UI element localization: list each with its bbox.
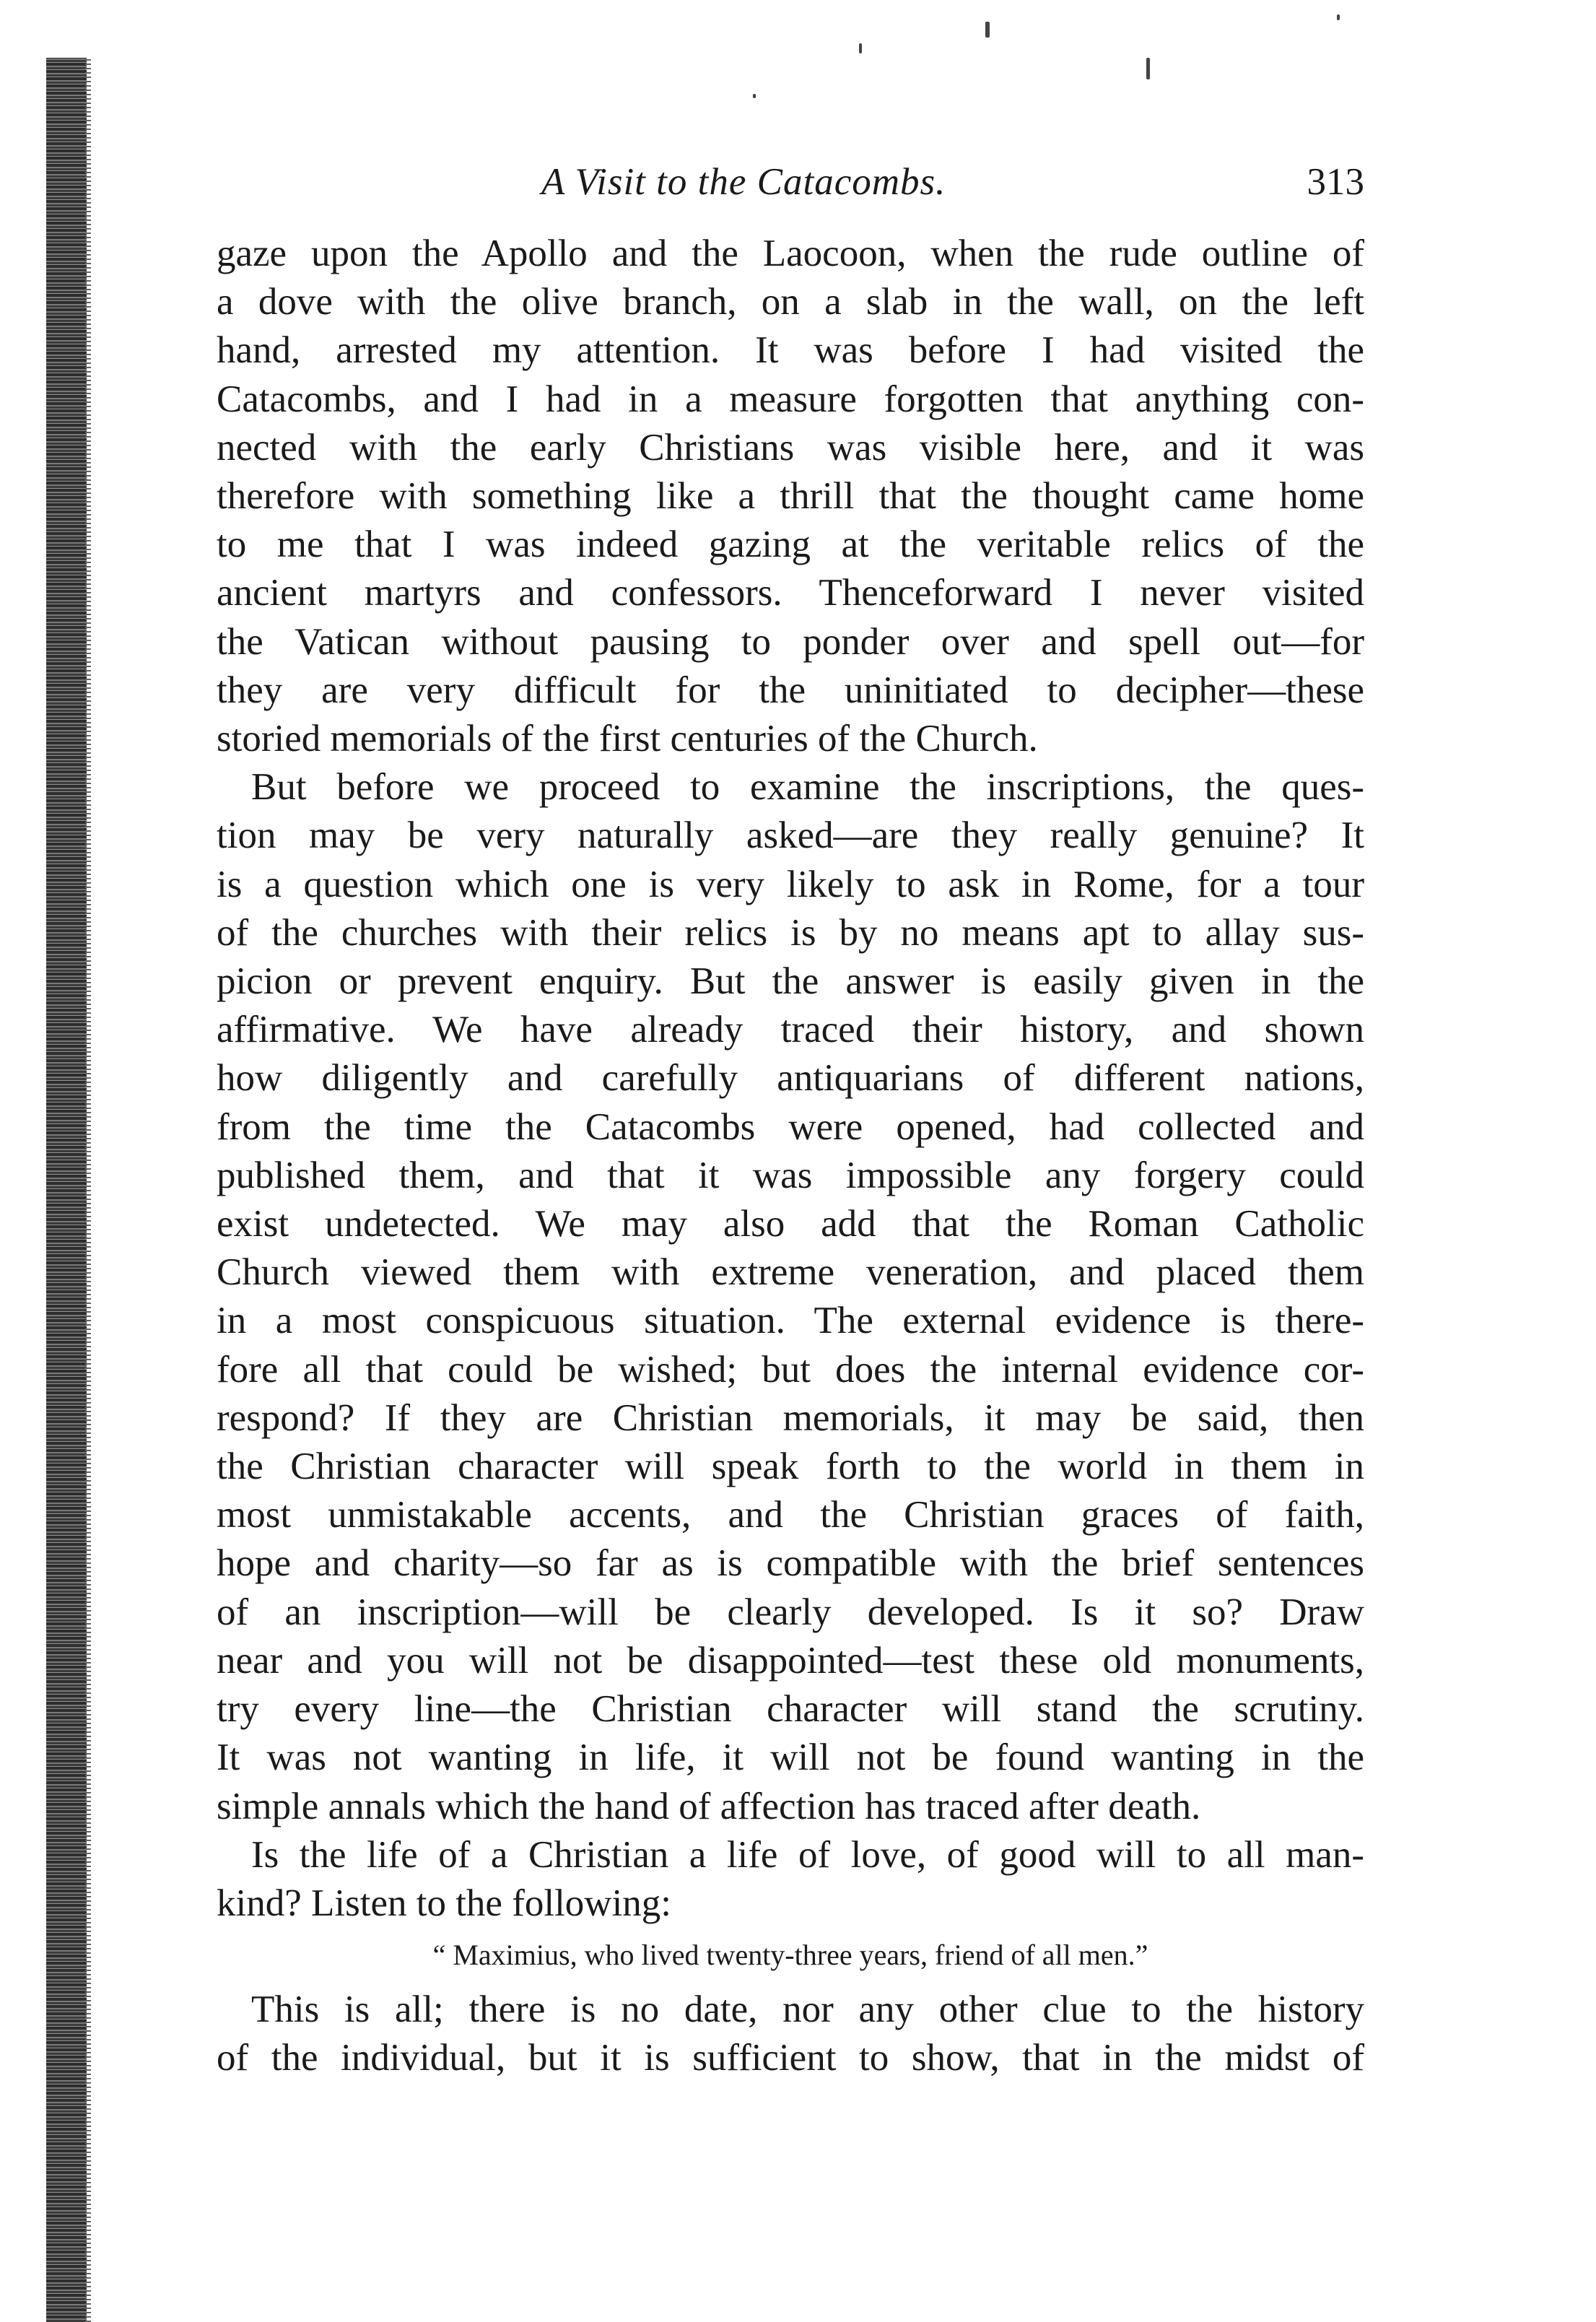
text-line: the Vatican without pausing to ponder over and spell out—for [217,620,1364,663]
paragraph-1 [217,230,1364,763]
text-line: therefore with something like a thrill that the thought came home [217,475,1364,518]
text-line: storied memorials of the first centuries of the Church. [217,718,1038,760]
text-line: ancient martyrs and confessors. Thenceforward I never visited [217,572,1364,614]
text-line: from the time the Catacombs were opened, had collected and [217,1105,1364,1148]
text-line: of the individual, but it is sufficient to show, that in the midst of [217,2037,1364,2079]
page-number: 313 [1307,161,1364,203]
text-line: published them, and that it was impossible any forgery could [217,1154,1364,1196]
paragraph-3 [217,1831,1364,1928]
epitaph-quotation: “ Maximius, who lived twenty-three years, friend of all men.” [432,1939,1148,1972]
text-line: how diligently and carefully antiquarians of different nations, [217,1057,1364,1100]
text-line: Church viewed them with extreme veneration, and placed them [217,1251,1364,1294]
running-title: A Visit to the Catacombs. [541,161,946,203]
text-line: fore all that could be wished; but does the internal evidence cor- [217,1348,1364,1391]
running-head [217,144,1364,209]
paragraph-2 [217,763,1364,1830]
text-line: in a most conspicuous situation. The external evidence is there- [217,1300,1364,1342]
paragraph-4 [217,1986,1364,2082]
text-line: gaze upon the Apollo and the Laocoon, when the rude outline of [217,232,1364,274]
text-line: most unmistakable accents, and the Christian graces of faith, [217,1494,1364,1536]
text-line: is a question which one is very likely to ask in Rome, for a tour [217,863,1364,905]
text-line: Catacombs, and I had in a measure forgotten that anything con- [217,378,1364,420]
book-page [217,144,1364,2083]
text-line: picion or prevent enquiry. But the answer is easily given in the [217,960,1364,1003]
text-line: kind? Listen to the following: [217,1882,672,1924]
text-line: respond? If they are Christian memorials, it may be said, then [217,1396,1364,1439]
text-line: nected with the early Christians was visible here, and it was [217,426,1364,469]
text-line: simple annals which the hand of affection has traced after death. [217,1785,1201,1827]
text-line: It was not wanting in life, it will not be found wanting in the [217,1736,1364,1779]
book-binding-edge [46,58,87,2322]
text-line: hope and charity—so far as is compatible with the brief sentences [217,1542,1364,1585]
text-line: of an inscription—will be clearly developed. Is it so? Draw [217,1591,1364,1633]
text-line: near and you will not be disappointed—test these old monuments, [217,1639,1364,1682]
text-line: try every line—the Christian character will stand the scrutiny. [217,1688,1364,1731]
text-line: But before we proceed to examine the inscriptions, the ques- [251,766,1364,809]
text-line: of the churches with their relics is by no means apt to allay sus- [217,911,1364,954]
text-line: tion may be very naturally asked—are they really genuine? It [217,814,1364,857]
text-line: the Christian character will speak forth to the world in them in [217,1445,1364,1488]
text-line: exist undetected. We may also add that the Roman Catholic [217,1203,1364,1245]
text-line: affirmative. We have already traced their history, and shown [217,1009,1364,1051]
text-line: Is the life of a Christian a life of love, of good will to all man- [251,1833,1364,1876]
text-line: a dove with the olive branch, on a slab in the wall, on the left [217,281,1364,323]
text-line: to me that I was indeed gazing at the veritable relics of the [217,523,1364,566]
text-line: This is all; there is no date, nor any other clue to the history [251,1988,1364,2031]
text-line: hand, arrested my attention. It was before I had visited the [217,329,1364,372]
text-line: they are very difficult for the uninitiated to decipher—these [217,669,1364,711]
